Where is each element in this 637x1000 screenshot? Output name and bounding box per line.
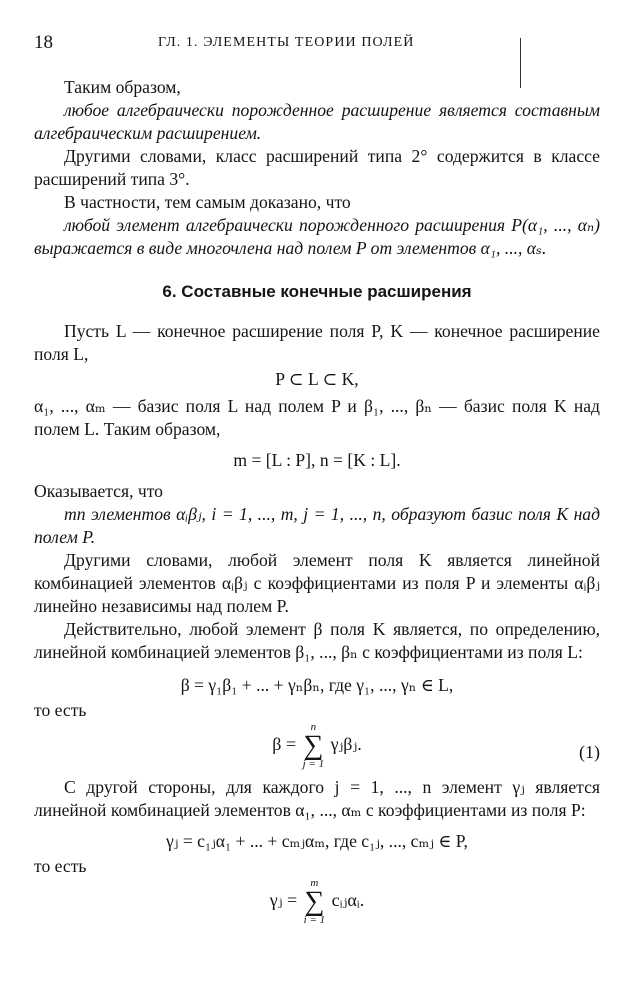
paragraph: α₁, ..., αₘ — базис поля L над полем P и β₁, ..., βₙ — базис поля K над полем L. Таким образом, [34,396,600,439]
eq2-lhs: γⱼ = [269,890,298,911]
eq1-term: γⱼβⱼ. [330,734,362,755]
sum-lower-limit: j = 1 [302,758,325,770]
sum-upper-limit: m [310,877,319,889]
paragraph: то есть [34,700,87,720]
equation-degrees: m = [L : P], n = [K : L]. [233,450,401,470]
paragraph: Другими словами, класс расширений типа 2° содержится в классе расширений типа 3°. [34,146,600,189]
statement-italic: mn элементов αᵢβⱼ, i = 1, ..., m, j = 1, ..., n, образуют базис поля K над полем P. [34,504,600,547]
paragraph: С другой стороны, для каждого j = 1, ..., n элемент γⱼ является линейной комбинацией элементов α₁, ..., αₘ с коэффициентами из поля P: [34,777,600,820]
paragraph: Пусть L — конечное расширение поля P, K — конечное расширение поля L, [34,321,600,364]
summation-sign: m ∑ i = 1 [303,877,326,926]
section-title: 6. Составные конечные расширения [162,282,472,301]
paragraph: Действительно, любой элемент β поля K является, по определению, линейной комбинацией элементов β₁, ..., βₙ с коэффициентами из поля L: [34,619,600,662]
paragraph: Другими словами, любой элемент поля K является линейной комбинацией элементов αᵢβⱼ с коэффициентами из поля P и элементы αᵢβⱼ линейно независимы над полем P. [34,550,600,616]
book-page [34,30,600,926]
equation-2 [34,878,600,926]
equation-1 [34,722,600,770]
statement-italic: любое алгебраически порожденное расширение является составным алгебраическим расширением. [34,100,600,143]
equation-number: (1) [579,742,600,762]
equation-inclusion: P ⊂ L ⊂ K, [275,369,359,389]
equation-beta-line: β = γ₁β₁ + ... + γₙβₙ, где γ₁, ..., γₙ ∈ L, [180,675,454,695]
sum-lower-limit: i = 1 [303,914,326,926]
eq2-term: cᵢⱼαᵢ. [331,890,365,911]
sum-upper-limit: n [310,721,317,733]
statement-italic: любой элемент алгебраически порожденного расширения P(α₁, ..., αₙ) выражается в виде многочлена над полем P от элементов α₁, ..., αₛ. [34,215,600,258]
running-header [34,30,600,56]
margin-rule [520,38,521,88]
running-title: ГЛ. 1. ЭЛЕМЕНТЫ ТЕОРИИ ПОЛЕЙ [158,35,415,50]
eq1-lhs: β = [272,734,297,755]
paragraph: В частности, тем самым доказано, что [64,192,351,212]
paragraph: Таким образом, [64,77,181,97]
page-number: 18 [34,32,53,53]
summation-sign: n ∑ j = 1 [302,721,325,770]
paragraph: то есть [34,856,87,876]
equation-gamma-line: γⱼ = c₁ⱼα₁ + ... + cₘⱼαₘ, где c₁ⱼ, ..., cₘⱼ ∈ P, [166,831,468,851]
paragraph: Оказывается, что [34,481,163,501]
